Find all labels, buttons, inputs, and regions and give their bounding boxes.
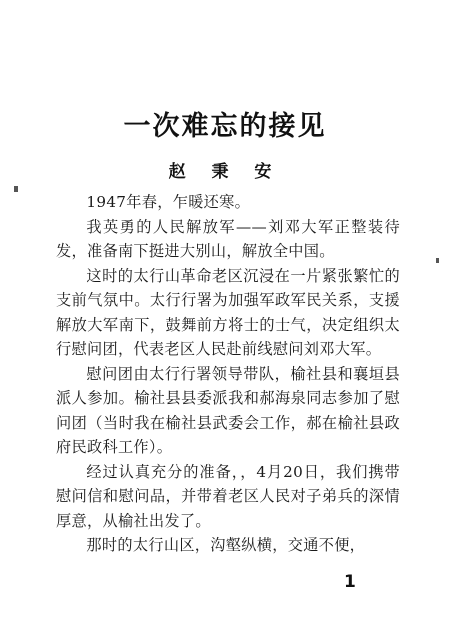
paragraph: 我英勇的人民解放军——刘邓大军正整装待发，准备南下挺进大别山，解放全中国。 — [56, 217, 400, 260]
body-text — [56, 190, 400, 558]
author-name: 赵 秉 安 — [168, 162, 282, 182]
page-number: 1 — [344, 572, 356, 592]
paragraph: 1947年春，乍暖还寒。 — [86, 193, 251, 211]
paragraph: 慰问团由太行行署领导带队，榆社县和襄垣县派人参加。榆社县县委派我和郝海泉同志参加了慰问团（当时我在榆社县武委会工作，郝在榆社县政府民政科工作）。 — [56, 364, 400, 456]
paragraph: 那时的太行山区，沟壑纵横，交通不便， — [86, 536, 366, 554]
paragraph: 这时的太行山革命老区沉浸在一片紧张繁忙的支前气氛中。太行行署为加强军政军民关系，支援解放大军南下，鼓舞前方将士的士气，决定组织太行慰问团，代表老区人民赴前线慰问刘邓大军。 — [56, 266, 400, 358]
document-title: 一次难忘的接见 — [123, 111, 327, 142]
scan-mark — [436, 258, 439, 263]
scan-mark — [14, 186, 18, 192]
paragraph: 经过认真充分的准备，，4月20日，我们携带慰问信和慰问品，并带着老区人民对子弟兵的深情厚意，从榆社出发了。 — [56, 462, 400, 530]
